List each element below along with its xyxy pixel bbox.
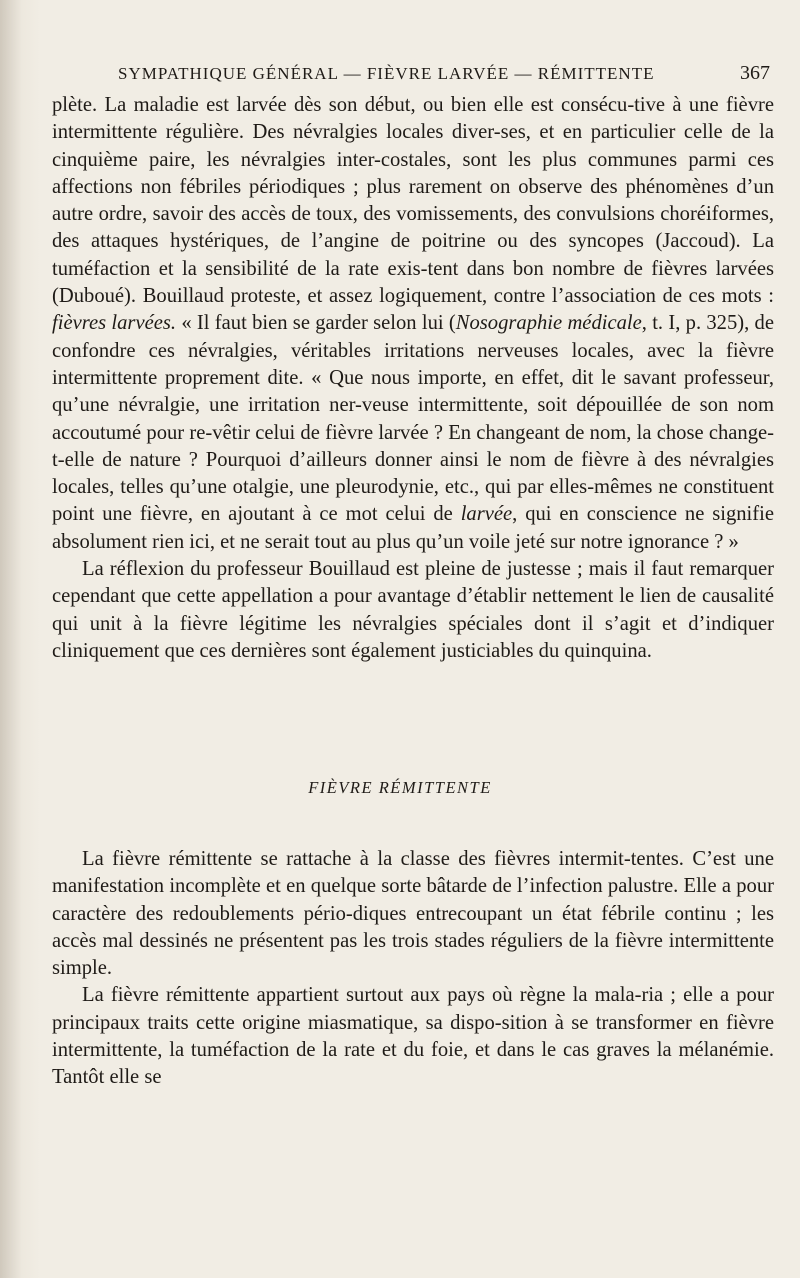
body-text-section-2 — [52, 846, 774, 1092]
section-heading: FIÈVRE RÉMITTENTE — [308, 778, 492, 797]
quotation-text: « Il faut bien se garder selon lui ( — [181, 312, 456, 335]
page-number: 367 — [740, 62, 770, 84]
emphasis-text: fièvres larvées. — [52, 312, 177, 335]
book-title: Nosographie médicale — [455, 312, 642, 335]
paragraph: La réflexion du professeur Bouillaud est pleine de justesse ; mais il faut remarquer cependant que cette appellation a pour avantage d’établir nettement le lien de causalité qui unit à la fièvre légitime les névralgies spéciales dont il s’agit et d’indiquer cliniquement que ces dernières sont également justiciables du quinquina. — [52, 558, 774, 662]
quotation-text: , qui en conscience ne signifie absolument rien ici, et ne serait tout au plus qu’un voile jeté sur notre ignorance ? » — [52, 503, 774, 553]
paragraph: La fièvre rémittente se rattache à la classe des fièvres intermit-tentes. C’est une manifestation incomplète et en quelque sorte bâtarde de l’infection palustre. Elle a pour caractère des redoublements pério-diques entrecoupant un état fébrile continu ; les accès mal dessinés ne présentent pas les trois stades réguliers de la fièvre intermittente simple. — [52, 848, 774, 980]
running-title: SYMPATHIQUE GÉNÉRAL — FIÈVRE LARVÉE — RÉMITTENTE — [118, 64, 655, 83]
quotation-text: , t. I, p. 325), de confondre ces névralgies, véritables irritations nerveuses locales, avec la fièvre intermittente proprement dite. « Que nous importe, en effet, dit le savant professeur, qu’une névralgie, une irritation ner-veuse intermittente, soit dépouillée de son nom accoutumé pour re-vêtir celui de fièvre larvée ? En changeant de nom, la chose change-t-elle de nature ? Pourquoi d’ailleurs donner ainsi le nom de fièvre à des névralgies locales, telles qu’une otalgie, une pleurodynie, etc., qui par elles-mêmes ne constituent point une fièvre, en ajoutant à ce mot celui de — [52, 312, 774, 526]
body-text-section-1 — [52, 92, 774, 665]
paragraph — [52, 92, 774, 556]
paragraph: La fièvre rémittente appartient surtout aux pays où règne la mala-ria ; elle a pour principaux traits cette origine miasmatique, sa dispo-sition à se transformer en fièvre intermittente, la tuméfaction de la rate et du foie, et dans le cas graves la mélanémie. Tantôt elle se — [52, 984, 774, 1089]
emphasis-text: larvée — [460, 503, 513, 526]
paragraph-text: plète. La maladie est larvée dès son début, ou bien elle est consécu-tive à une fièvre intermittente régulière. Des névralgies locales diver-ses, et en particulier celle de la cinquième paire, les névralgies inter-costales, sont les plus communes parmi ces affections non fébriles périodiques ; plus rarement on observe des phénomènes d’un autre ordre, savoir des accès de toux, des vomissements, des convulsions choréiformes, des attaques hystériques, de l’angine de poitrine ou des syncopes (Jaccoud). La tuméfaction et la sensibilité de la rate exis-tent dans bon nombre de fièvres larvées (Duboué). Bouillaud proteste, et assez logiquement, contre l’association de ces mots : — [52, 94, 774, 308]
page-header — [118, 64, 770, 88]
